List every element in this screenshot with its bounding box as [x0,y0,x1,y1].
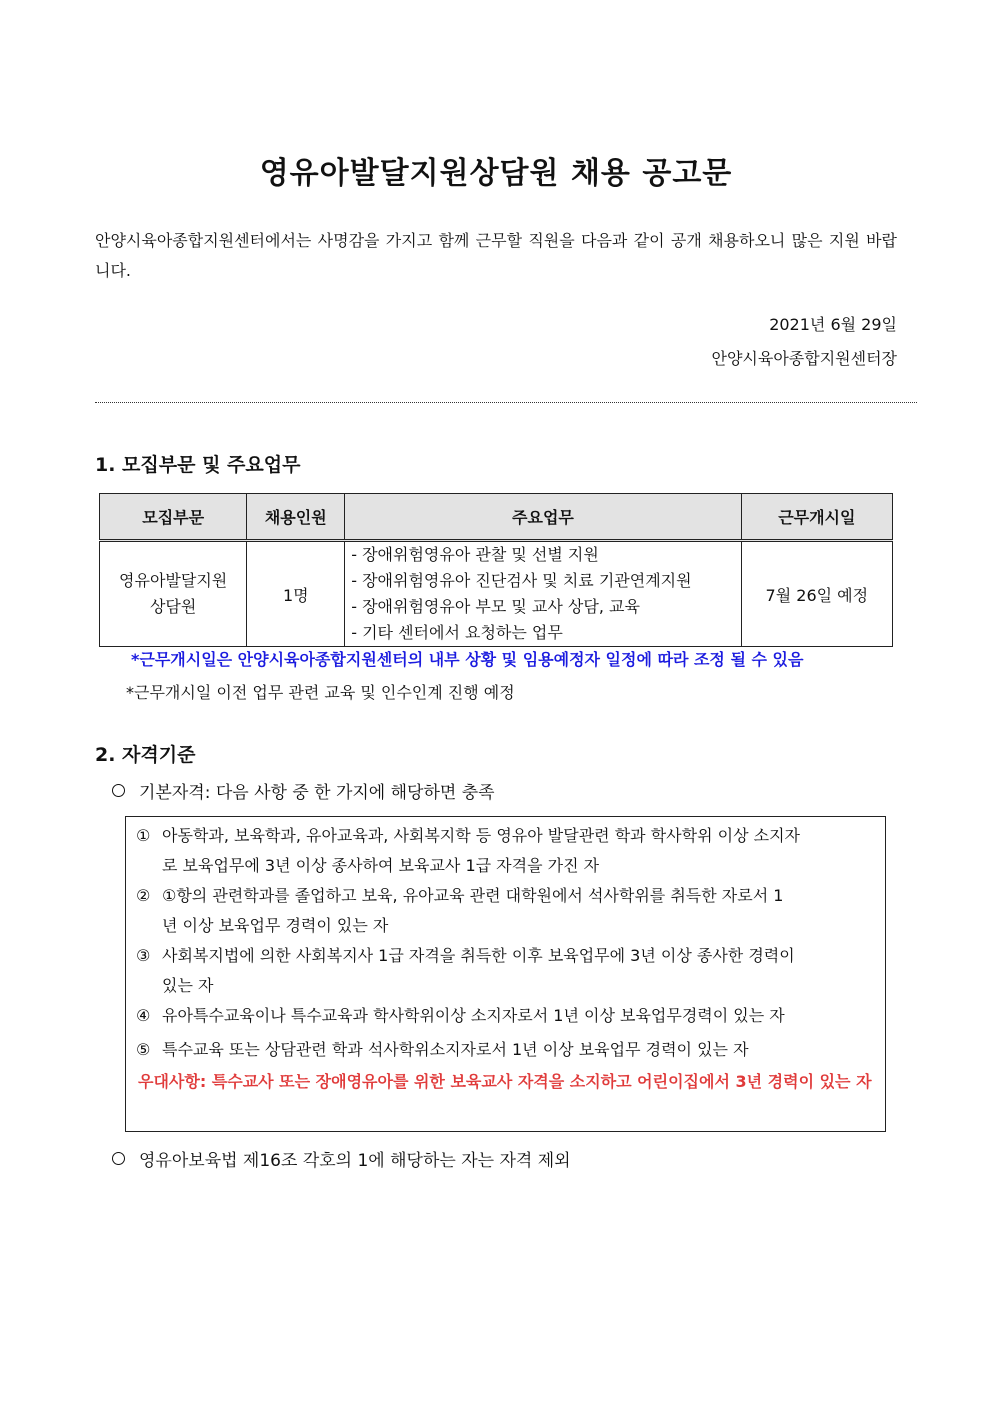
section-2-title: 2. 자격기준 [95,744,196,766]
duty-item: - 기타 센터에서 요청하는 업무 [351,623,563,642]
qualification-item-3 [136,941,874,1001]
cell-count: 1명 [247,541,345,647]
qualification-box [125,816,886,1132]
exclusion-line [112,1146,571,1171]
basic-qualification-text: 기본자격: 다음 사항 중 한 가지에 해당하면 충족 [139,783,495,803]
item-number: ④ [136,1006,151,1025]
recruitment-table [99,493,893,647]
qualification-item-5 [136,1035,874,1065]
dept-line-2: 상담원 [149,597,197,616]
item-number: ③ [136,946,151,965]
qualification-item-4 [136,1001,874,1031]
training-note: *근무개시일 이전 업무 관련 교육 및 인수인계 진행 예정 [126,683,515,702]
item-number: ② [136,886,151,905]
item-text-line-1: 특수교육 또는 상담관련 학과 석사학위소지자로서 1년 이상 보육업무 경력이 있는 자 [162,1040,749,1059]
preference-text: 우대사항: 특수교사 또는 장애영유아를 위한 보육교사 자격을 소지하고 어린이집에서 3년 경력이 있는 자 [138,1072,872,1091]
header-duties: 주요업무 [345,494,741,541]
item-text-line-1: 아동학과, 보육학과, 유아교육과, 사회복지학 등 영유아 발달관련 학과 학사학위 이상 소지자 [162,826,800,845]
circle-bullet-icon [112,784,125,797]
item-text-line-2: 로 보육업무에 3년 이상 종사하여 보육교사 1급 자격을 가진 자 [162,856,600,875]
item-text-line-1: 유아특수교육이나 특수교육과 학사학위이상 소지자로서 1년 이상 보육업무경력이 있는 자 [162,1006,785,1025]
cell-start-date: 7월 26일 예정 [741,541,892,647]
dotted-divider [95,402,917,403]
circle-bullet-icon [112,1152,125,1165]
item-text-line-1: 사회복지법에 의한 사회복지사 1급 자격을 취득한 이후 보육업무에 3년 이상 종사한 경력이 [162,946,795,965]
duty-item: - 장애위험영유아 부모 및 교사 상담, 교육 [351,597,640,616]
header-start-date: 근무개시일 [741,494,892,541]
table-header-row [100,494,893,541]
item-text-line-1: ①항의 관련학과를 졸업하고 보육, 유아교육 관련 대학원에서 석사학위를 취득한 자로서 1 [162,886,784,905]
item-text-line-2: 년 이상 보육업무 경력이 있는 자 [162,916,389,935]
item-text-line-2: 있는 자 [162,976,214,995]
section-1-title: 1. 모집부문 및 주요업무 [95,454,301,476]
table-row [100,541,893,647]
basic-qualification [112,778,495,803]
item-number: ① [136,826,151,845]
exclusion-text: 영유아보육법 제16조 각호의 1에 해당하는 자는 자격 제외 [139,1151,571,1171]
cell-duties [345,541,741,647]
start-date-note: *근무개시일은 안양시육아종합지원센터의 내부 상황 및 임용예정자 일정에 따라 조정 될 수 있음 [131,650,804,669]
intro-paragraph: 안양시육아종합지원센터에서는 사명감을 가지고 함께 근무할 직원을 다음과 같이 공개 채용하오니 많은 지원 바랍니다. [95,231,897,280]
notice-date: 2021년 6월 29일 [769,315,897,334]
duty-item: - 장애위험영유아 진단검사 및 치료 기관연계지원 [351,571,692,590]
header-count: 채용인원 [247,494,345,541]
cell-dept [100,541,247,647]
item-number: ⑤ [136,1040,151,1059]
header-dept: 모집부문 [100,494,247,541]
qualification-item-1 [136,821,874,881]
page-title: 영유아발달지원상담원 채용 공고문 [259,156,733,191]
issuer-name: 안양시육아종합지원센터장 [711,349,897,368]
dept-line-1: 영유아발달지원 [119,571,228,590]
duty-item: - 장애위험영유아 관찰 및 선별 지원 [351,545,599,564]
qualification-item-2 [136,881,874,941]
